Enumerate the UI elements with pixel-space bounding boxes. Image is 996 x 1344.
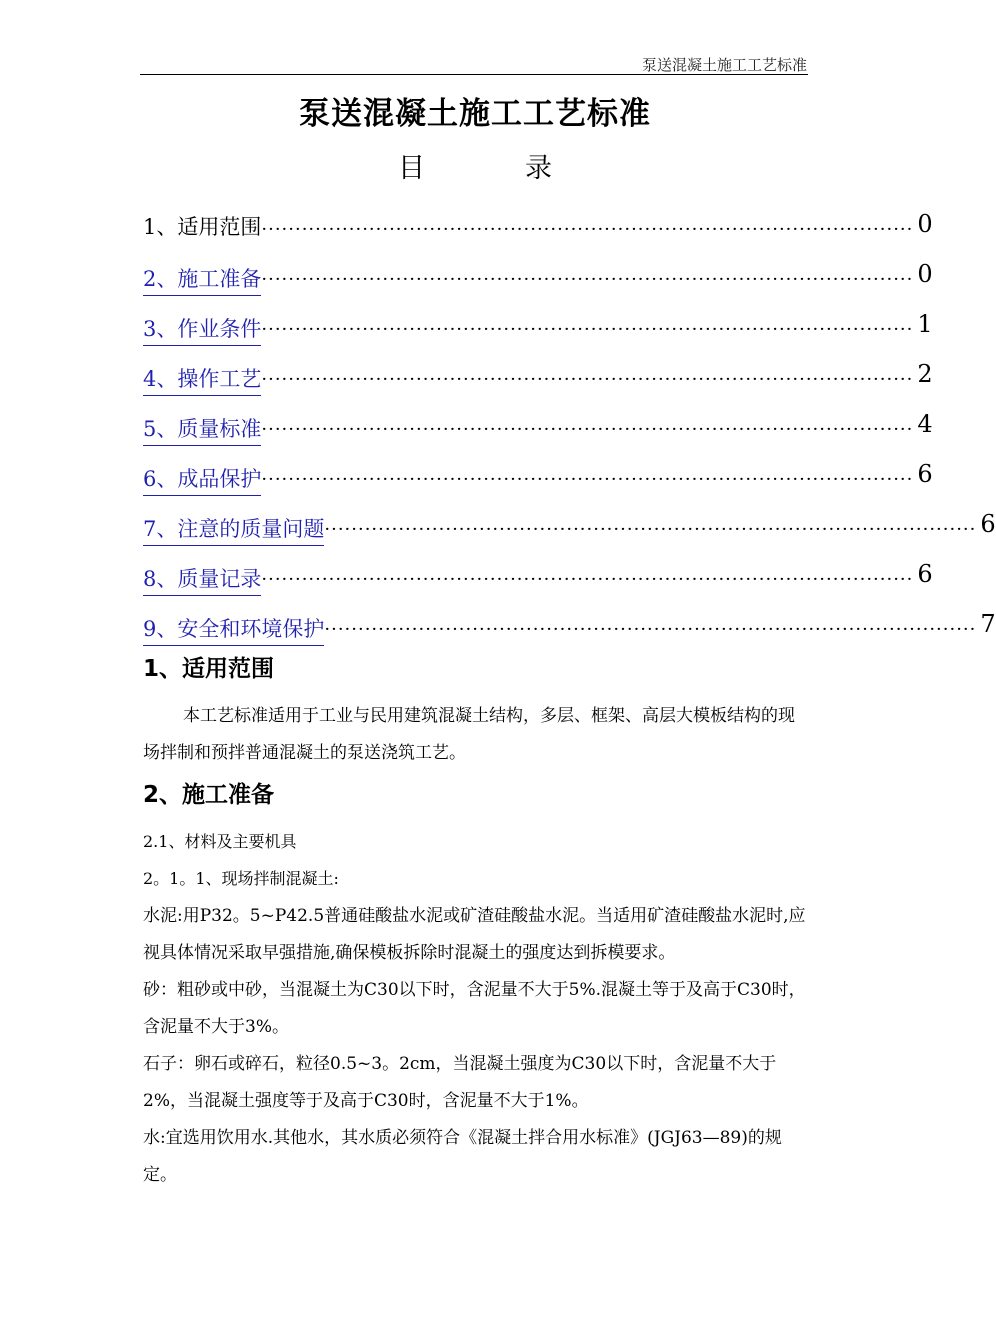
toc-page-number: 0	[917, 260, 933, 288]
toc-entry-link[interactable]: 7、注意的质量问题	[143, 516, 324, 546]
running-header: 泵送混凝土施工工艺标准	[641, 56, 807, 74]
toc-entry-link[interactable]: 6、成品保护	[143, 466, 261, 496]
toc-entry-link[interactable]: 2、施工准备	[143, 266, 261, 296]
toc-leader-dots: ·································································································	[261, 369, 914, 390]
toc-leader-dots: ·································································································	[261, 419, 914, 440]
toc-entry-label: 1、适用范围	[143, 215, 262, 239]
section-heading-preparation: 2、施工准备	[143, 782, 275, 808]
scope-text: 本工艺标准适用于工业与民用建筑混凝土结构，多层、框架、高层大模板结构的现场拌制和预拌普通混凝土的泵送浇筑工艺。	[143, 706, 795, 763]
toc-leader-dots: ·································································································	[261, 219, 914, 240]
toc-page-number: 7	[980, 610, 996, 638]
toc-leader-dots: ·································································································	[324, 519, 977, 540]
toc-heading-right: 录	[525, 153, 552, 184]
toc-page-number: 4	[917, 410, 933, 438]
toc-entry-6[interactable]	[143, 446, 933, 496]
toc-entry-9[interactable]	[143, 596, 996, 646]
toc-entry-8[interactable]	[143, 546, 933, 596]
sand-paragraph: 砂：粗砂或中砂，当混凝土为C30以下时，含泥量不大于5%.混凝土等于及高于C30时，含泥量不大于3%。	[143, 980, 806, 1037]
toc-page-number: 2	[917, 360, 933, 388]
cement-paragraph: 水泥:用P32。5~P42.5普通硅酸盐水泥或矿渣硅酸盐水泥。当适用矿渣硅酸盐水泥时,应视具体情况采取早强措施,确保模板拆除时混凝土的强度达到拆模要求。	[143, 906, 806, 963]
toc-leader-dots: ·································································································	[261, 319, 914, 340]
materials-body	[143, 898, 807, 1194]
document-title: 泵送混凝土施工工艺标准	[299, 96, 651, 132]
toc-entry-link[interactable]: 9、安全和环境保护	[143, 616, 324, 646]
subsection-site-mixing: 2。1。1、现场拌制混凝土:	[143, 869, 339, 888]
toc-entry-link[interactable]: 5、质量标准	[143, 416, 261, 446]
toc-leader-dots: ·································································································	[324, 619, 977, 640]
table-of-contents	[143, 196, 996, 646]
toc-page-number: 6	[980, 510, 996, 538]
toc-heading	[0, 146, 950, 185]
toc-entry-3[interactable]	[143, 296, 933, 346]
toc-heading-left: 目	[398, 153, 425, 184]
toc-page-number: 6	[917, 460, 933, 488]
toc-entry-1[interactable]	[143, 196, 933, 246]
toc-entry-5[interactable]	[143, 396, 933, 446]
toc-leader-dots: ·································································································	[261, 569, 914, 590]
toc-entry-link[interactable]: 3、作业条件	[143, 316, 261, 346]
toc-entry-2[interactable]	[143, 246, 933, 296]
scope-paragraph	[143, 698, 807, 772]
toc-leader-dots: ·································································································	[261, 469, 914, 490]
toc-leader-dots: ·································································································	[261, 269, 914, 290]
preparation-body	[143, 823, 807, 897]
toc-entry-7[interactable]	[143, 496, 996, 546]
subsection-materials: 2.1、材料及主要机具	[143, 832, 297, 851]
stone-paragraph: 石子：卵石或碎石，粒径0.5~3。2cm，当混凝土强度为C30以下时，含泥量不大于2%，当混凝土强度等于及高于C30时，含泥量不大于1%。	[143, 1054, 777, 1111]
toc-entry-link[interactable]: 8、质量记录	[143, 566, 261, 596]
toc-entry-4[interactable]	[143, 346, 933, 396]
toc-entry-link[interactable]: 4、操作工艺	[143, 366, 261, 396]
toc-page-number: 6	[917, 560, 933, 588]
header-divider	[140, 74, 808, 75]
water-paragraph: 水:宜选用饮用水.其他水，其水质必须符合《混凝土拌合用水标准》(JGJ63—89)的规定。	[143, 1128, 782, 1185]
toc-page-number: 0	[917, 210, 933, 238]
section-heading-scope: 1、适用范围	[143, 656, 275, 682]
toc-page-number: 1	[917, 310, 933, 338]
